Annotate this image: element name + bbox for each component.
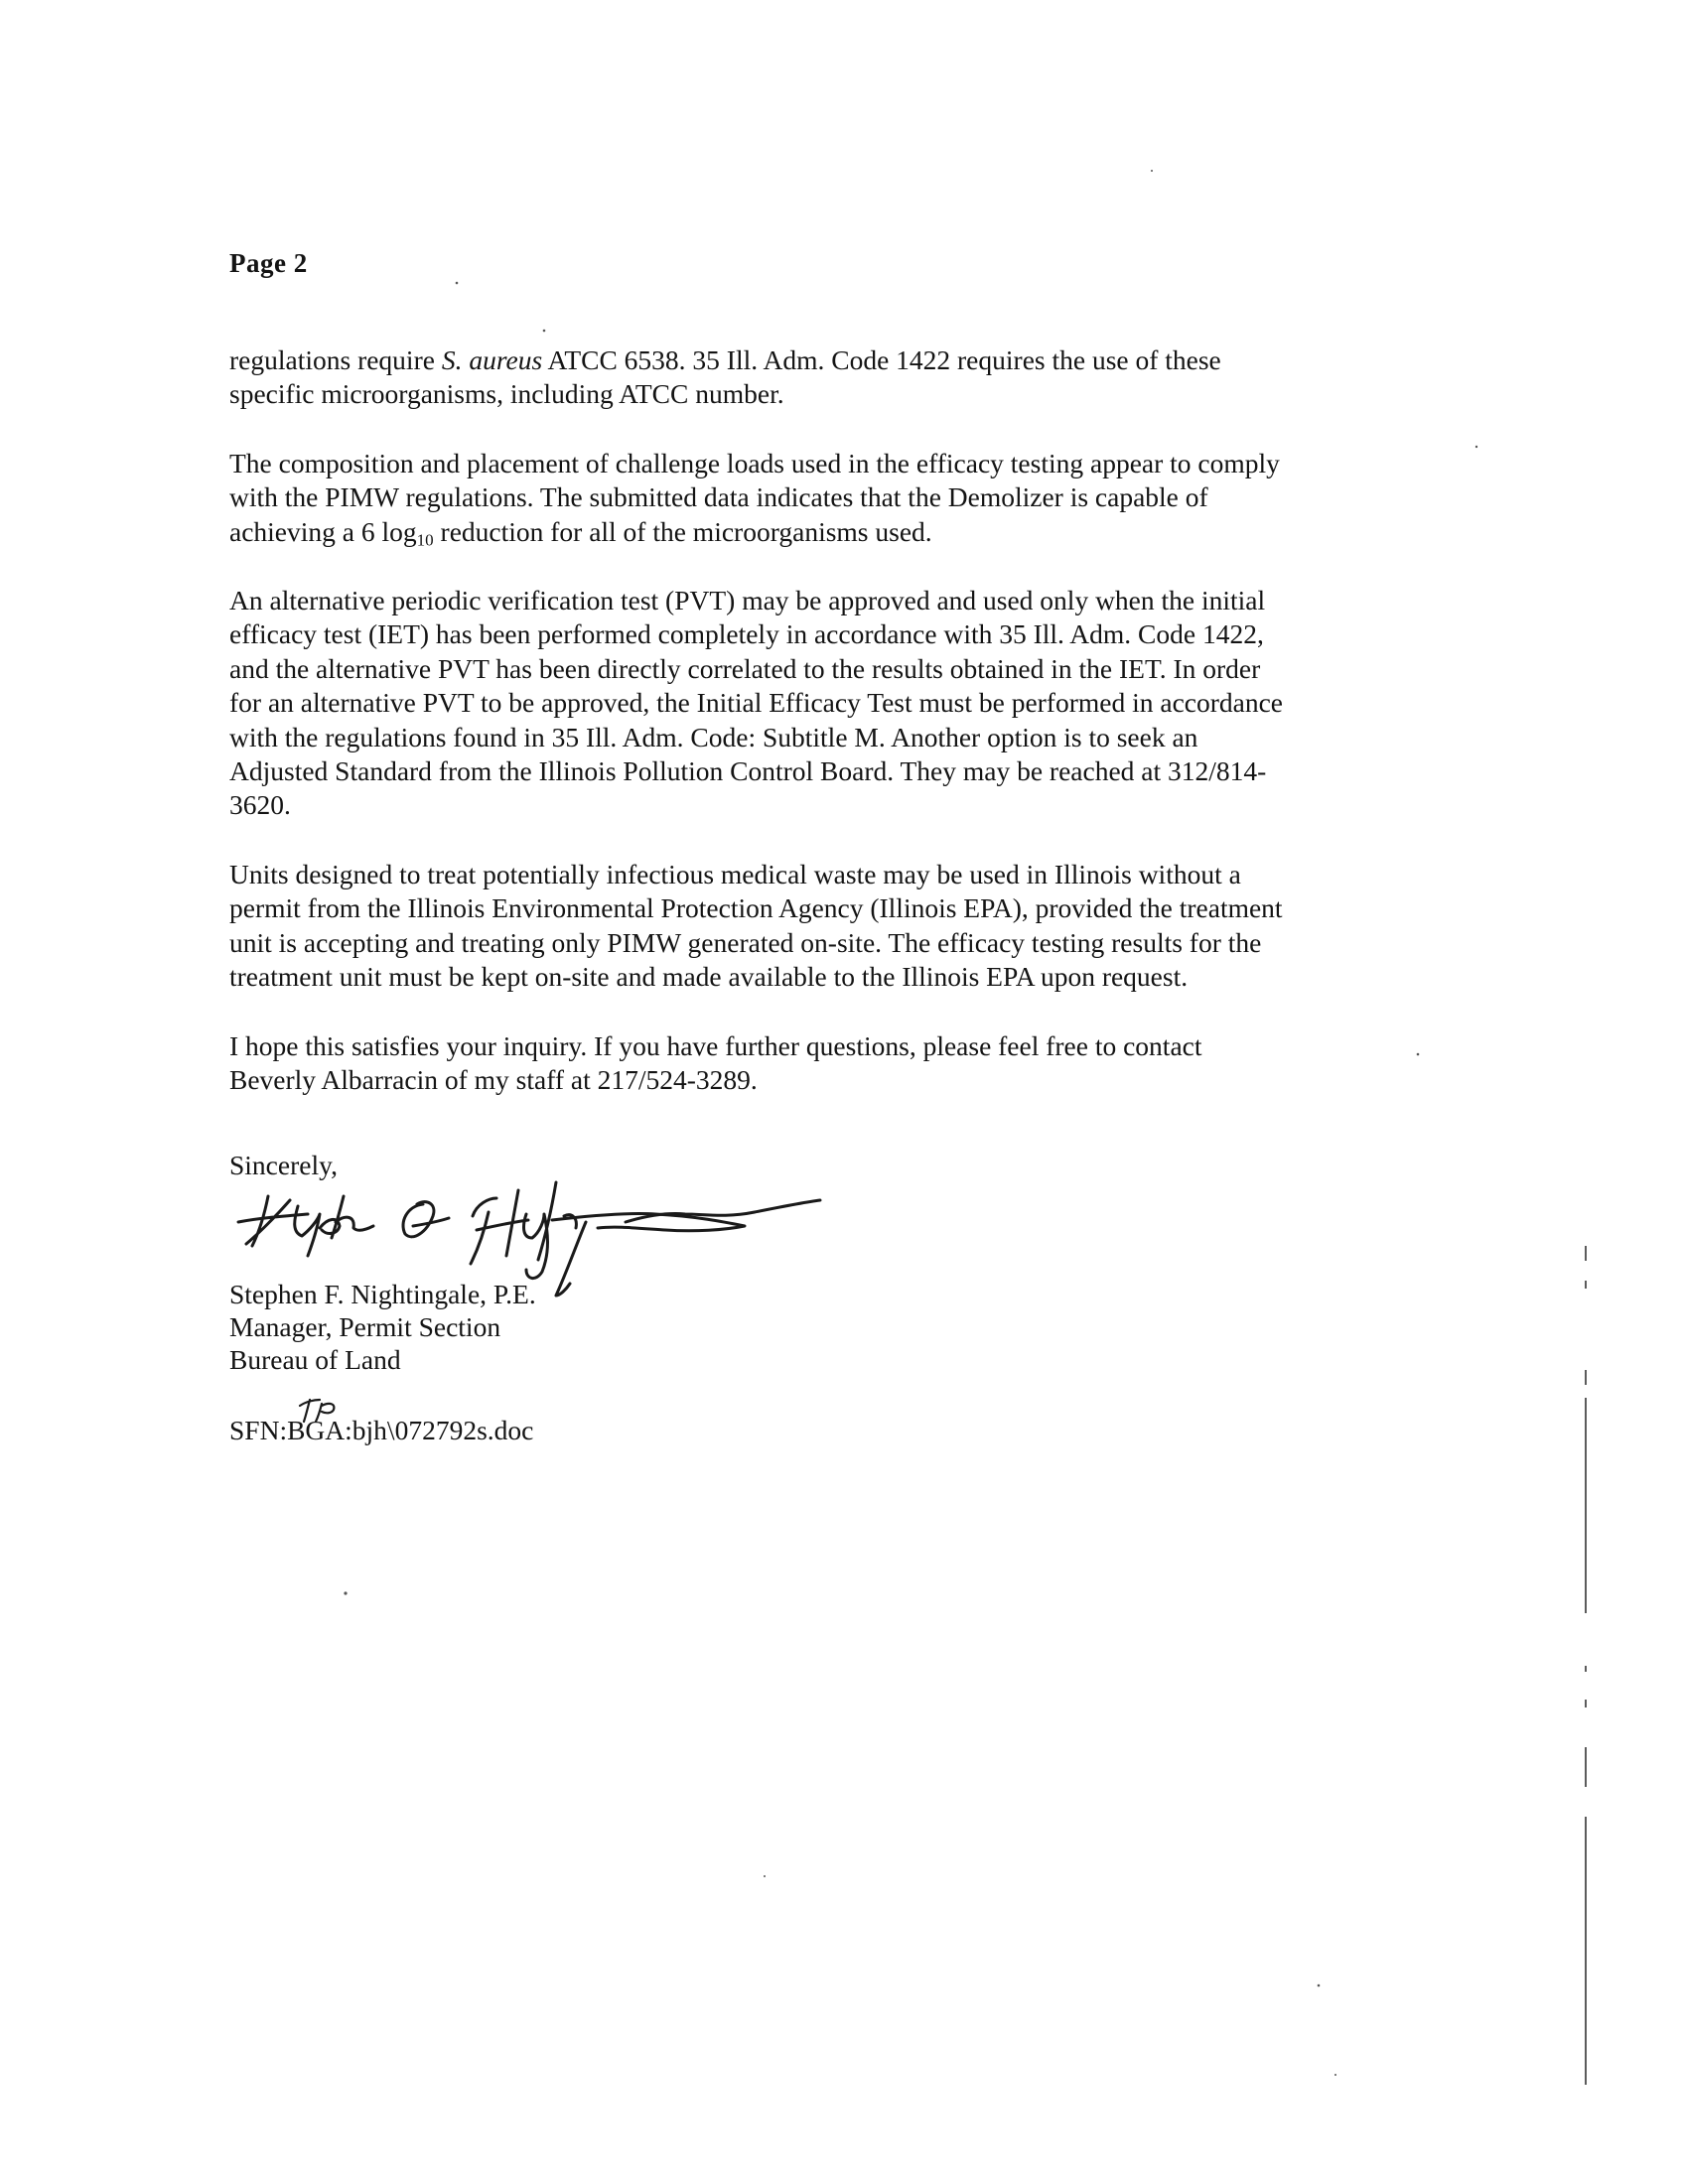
paragraph-line: with the regulations found in 35 Ill. Adm. Code: Subtitle M. Another option is to seek an [229, 721, 1198, 752]
paragraph-line: for an alternative PVT to be approved, the Initial Efficacy Test must be performed in accordance [229, 687, 1284, 719]
organism-name: S. aureus [441, 344, 543, 375]
paragraph-line: regulations require S. aureus ATCC 6538. 35 Ill. Adm. Code 1422 requires the use of these [229, 344, 1221, 375]
body-paragraph [229, 1029, 1431, 1098]
signatory-name: Stephen F. Nightingale, P.E. [229, 1279, 536, 1309]
body-paragraph [229, 343, 1431, 412]
paragraph-line: with the PIMW regulations. The submitted data indicates that the Demolizer is capable of [229, 481, 1208, 513]
paragraph-line: Beverly Albarracin of my staff at 217/524-3289. [229, 1063, 758, 1095]
paragraph-line: 3620. [229, 789, 291, 821]
paragraph-line: achieving a 6 $\log_{10}$ reduction for all of the microorganisms used. [229, 515, 932, 549]
paragraph-line: unit is accepting and treating only PIMW generated on-site. The efficacy testing results for the [229, 926, 1262, 958]
paragraph-line: Adjusted Standard from the Illinois Pollution Control Board. They may be reached at 312/814- [229, 755, 1267, 787]
body-paragraph [229, 858, 1431, 995]
body-paragraph [229, 584, 1431, 823]
paragraph-line: The composition and placement of challenge loads used in the efficacy testing appear to comply [229, 447, 1280, 478]
signatory-title: Manager, Permit Section [229, 1311, 501, 1342]
paragraph-line: An alternative periodic verification test (PVT) may be approved and used only when the initial [229, 585, 1266, 616]
paragraph-line: treatment unit must be kept on-site and made available to the Illinois EPA upon request. [229, 961, 1189, 993]
signature-block [229, 1278, 536, 1376]
log-subscript: 10 [416, 529, 434, 549]
paragraph-line: efficacy test (IET) has been performed completely in accordance with 35 Ill. Adm. Code 1422, [229, 618, 1264, 650]
paragraph-line: and the alternative PVT has been directly correlated to the results obtained in the IET. In order [229, 652, 1261, 684]
handwritten-initials [296, 1392, 344, 1426]
paragraph-line: permit from the Illinois Environmental Protection Agency (Illinois EPA), provided the treatment [229, 892, 1283, 924]
signatory-department: Bureau of Land [229, 1344, 401, 1375]
page-number-label: Page 2 [229, 248, 308, 278]
body-paragraph [229, 447, 1431, 549]
closing-salutation: Sincerely, [229, 1150, 338, 1180]
paragraph-line: Units designed to treat potentially infectious medical waste may be used in Illinois without a [229, 858, 1241, 889]
paragraph-line: I hope this satisfies your inquiry. If you have further questions, please feel free to contact [229, 1029, 1202, 1061]
letter-body [229, 343, 1431, 1132]
reference-line: SFN:BGA:bjh\072792s.doc [229, 1415, 534, 1445]
paragraph-line: specific microorganisms, including ATCC number. [229, 378, 784, 410]
